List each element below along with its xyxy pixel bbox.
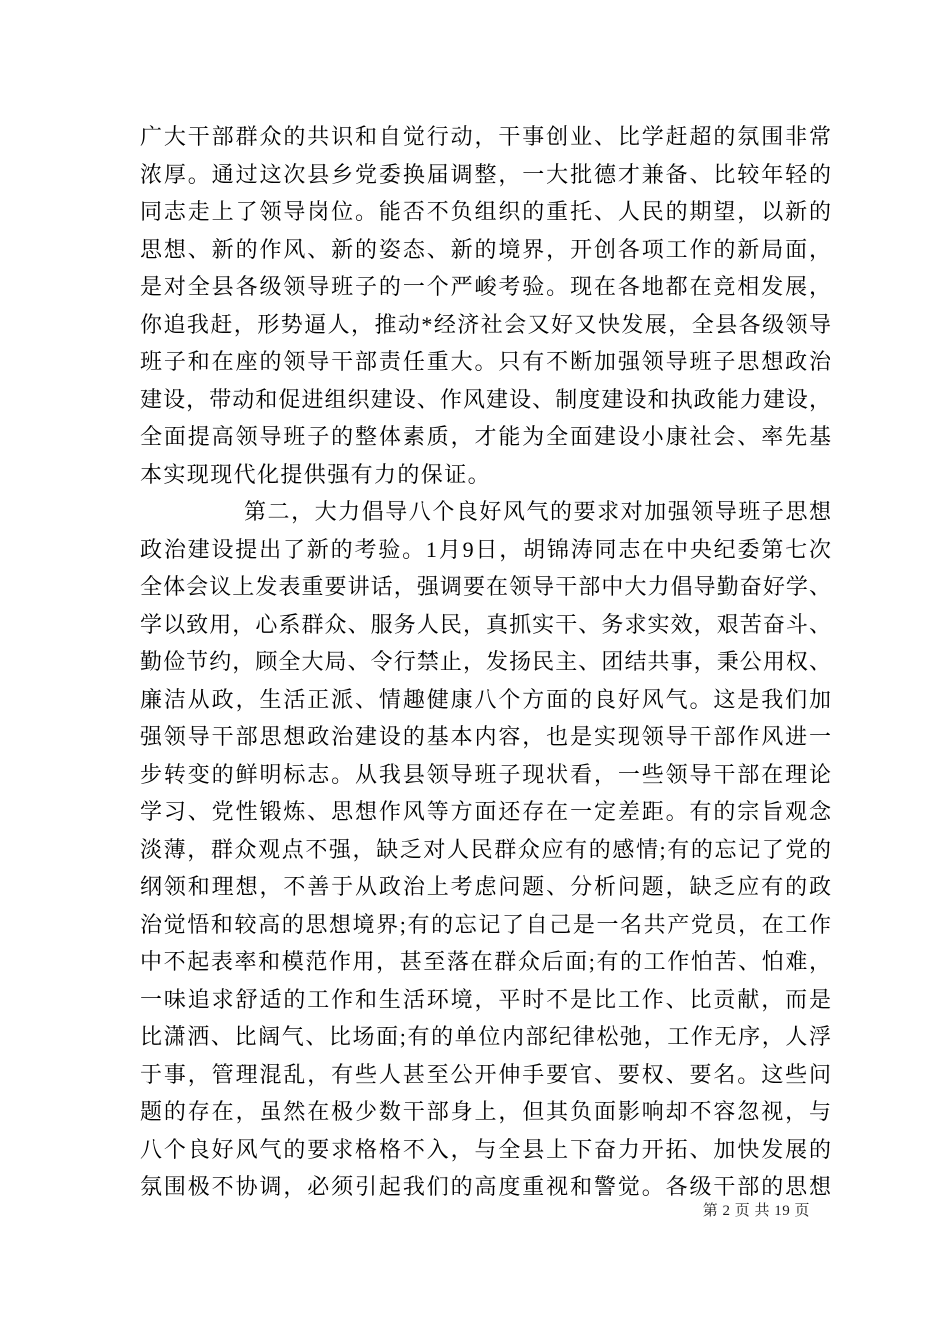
text-line: 于事，管理混乱，有些人甚至公开伸手要官、要权、要名。这些问: [140, 1061, 831, 1087]
text-line: 中不起表率和模范作用，甚至落在群众后面;有的工作怕苦、怕难，: [140, 949, 831, 974]
document-body: [140, 118, 831, 1206]
text-line: 纲领和理想，不善于从政治上考虑问题、分析问题，缺乏应有的政: [140, 874, 831, 899]
text-line: 思想、新的作风、新的姿态、新的境界，开创各项工作的新局面，: [140, 236, 831, 262]
text-line: 题的存在，虽然在极少数干部身上，但其负面影响却不容忽视，与: [140, 1099, 831, 1124]
text-line: 班子和在座的领导干部责任重大。只有不断加强领导班子思想政治: [140, 349, 831, 374]
text-line: 氛围极不协调，必须引起我们的高度重视和警觉。各级干部的思想: [140, 1174, 831, 1199]
paragraph-2: [140, 493, 831, 1206]
text-line: 比潇洒、比阔气、比场面;有的单位内部纪律松弛，工作无序，人浮: [140, 1024, 831, 1049]
text-line: 全体会议上发表重要讲话，强调要在领导干部中大力倡导勤奋好学、: [140, 574, 831, 599]
text-line: 本实现现代化提供强有力的保证。: [140, 461, 492, 487]
text-line: 同志走上了领导岗位。能否不负组织的重托、人民的期望，以新的: [140, 199, 831, 224]
text-line: 治觉悟和较高的思想境界;有的忘记了自己是一名共产党员，在工作: [140, 911, 831, 937]
text-line: 全面提高领导班子的整体素质，才能为全面建设小康社会、率先基: [140, 424, 831, 449]
text-line: 八个良好风气的要求格格不入，与全县上下奋力开拓、加快发展的: [140, 1136, 831, 1162]
text-line: 学习、党性锻炼、思想作风等方面还存在一定差距。有的宗旨观念: [140, 799, 831, 824]
text-line: 广大干部群众的共识和自觉行动，干事创业、比学赶超的氛围非常: [140, 124, 831, 149]
page-number-label: 第 2 页 共 19 页: [702, 1203, 810, 1219]
text-line: 廉洁从政，生活正派、情趣健康八个方面的良好风气。这是我们加: [140, 686, 831, 712]
text-line: 是对全县各级领导班子的一个严峻考验。现在各地都在竞相发展，: [140, 274, 831, 299]
text-line: 强领导干部思想政治建设的基本内容，也是实现领导干部作风进一: [140, 724, 831, 749]
text-line: 勤俭节约，顾全大局、令行禁止，发扬民主、团结共事，秉公用权、: [140, 649, 831, 674]
page-footer: [703, 1201, 810, 1221]
text-line: 一味追求舒适的工作和生活环境，平时不是比工作、比贡献，而是: [140, 986, 831, 1012]
text-line: 你追我赶，形势逼人，推动*经济社会又好又快发展，全县各级领导: [140, 311, 831, 337]
text-line: 第二，大力倡导八个良好风气的要求对加强领导班子思想: [244, 499, 831, 524]
text-line: 淡薄，群众观点不强，缺乏对人民群众应有的感情;有的忘记了党的: [140, 836, 831, 862]
text-line: 步转变的鲜明标志。从我县领导班子现状看，一些领导干部在理论: [140, 761, 831, 787]
text-line: 浓厚。通过这次县乡党委换届调整，一大批德才兼备、比较年轻的: [140, 161, 831, 187]
text-line: 建设，带动和促进组织建设、作风建设、制度建设和执政能力建设，: [140, 386, 831, 412]
text-line: 政治建设提出了新的考验。1月9日，胡锦涛同志在中央纪委第七次: [140, 536, 831, 562]
paragraph-1: [140, 118, 831, 493]
text-line: 学以致用，心系群众、服务人民，真抓实干、务求实效，艰苦奋斗、: [140, 611, 831, 637]
